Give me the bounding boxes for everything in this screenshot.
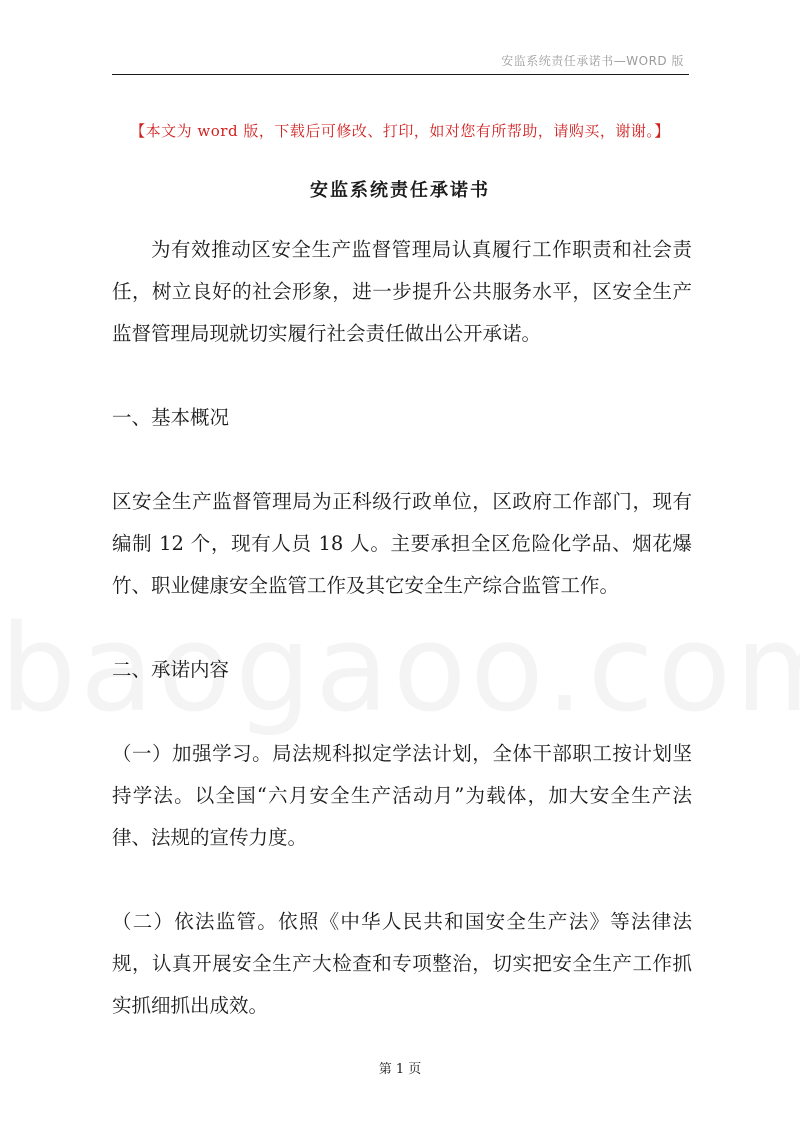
intro-paragraph: 为有效推动区安全生产监督管理局认真履行工作职责和社会责任，树立良好的社会形象，进一步提升公共服务水平，区安全生产监督管理局现就切实履行社会责任做出公开承诺。: [112, 238, 692, 345]
running-header: 安监系统责任承诺书—WORD 版: [501, 54, 684, 68]
commitment-item-1: （一）加强学习。局法规科拟定学法计划，全体干部职工按计划坚持学法。以全国“六月安全生产活动月”为载体，加大安全生产法律、法规的宣传力度。: [112, 742, 692, 849]
document-title: 安监系统责任承诺书: [310, 180, 490, 201]
section-two-heading: 二、承诺内容: [112, 658, 230, 681]
section-one-heading: 一、基本概况: [112, 406, 230, 429]
section-one-paragraph: 区安全生产监督管理局为正科级行政单位，区政府工作部门，现有编制 12 个，现有人员 18 人。主要承担全区危险化学品、烟花爆竹、职业健康安全监管工作及其它安全生产综合监管工作。: [112, 490, 692, 597]
commitment-item-2: （二）依法监管。依照《中华人民共和国安全生产法》等法律法规，认真开展安全生产大检查和专项整治，切实把安全生产工作抓实抓细抓出成效。: [112, 910, 692, 1017]
page-number: 第 1 页: [378, 1062, 422, 1077]
header-divider: [112, 74, 689, 75]
purchase-notice: 【本文为 word 版，下载后可修改、打印，如对您有所帮助，请购买，谢谢。】: [130, 122, 670, 140]
